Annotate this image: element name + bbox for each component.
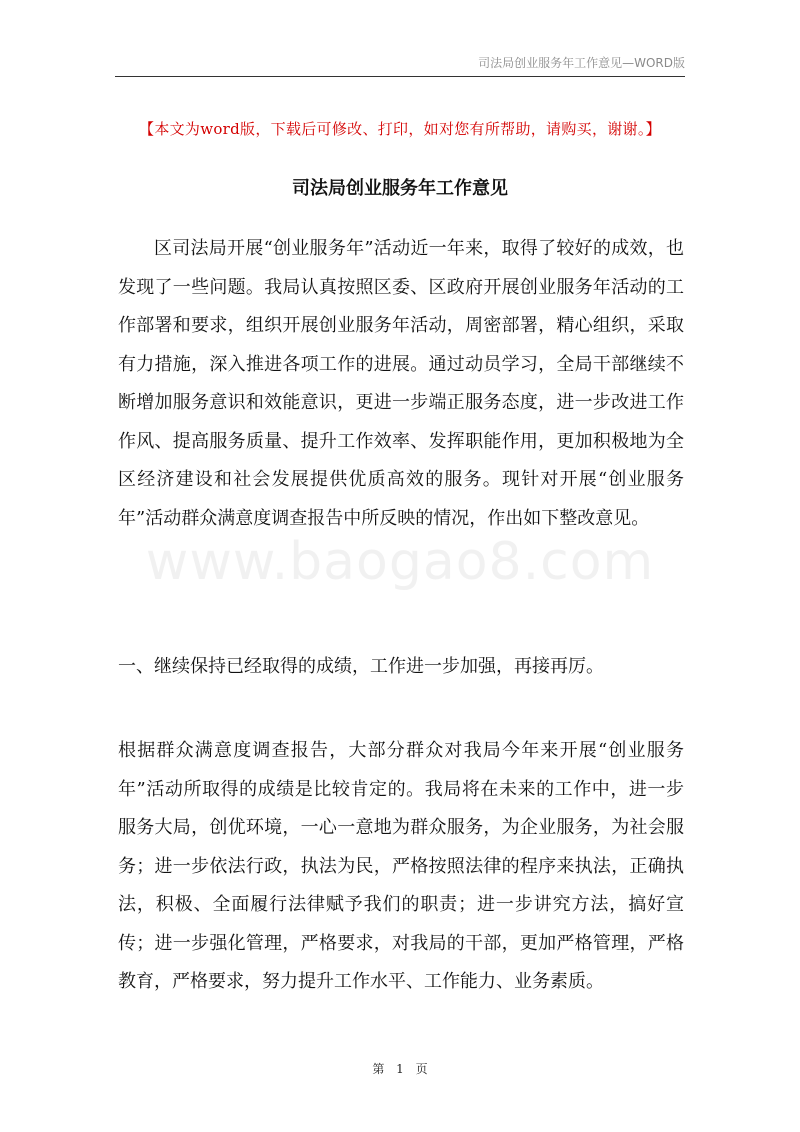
watermark: www.baogao8.com (145, 532, 655, 592)
header-divider (115, 76, 685, 77)
page-prefix: 第 (372, 1062, 385, 1076)
page-number: 1 (396, 1062, 404, 1076)
purchase-notice: 【本文为word版，下载后可修改、打印，如对您有所帮助，请购买，谢谢。】 (139, 120, 661, 138)
body-paragraph-2: 根据群众满意度调查报告，大部分群众对我局今年来开展“创业服务年”活动所取得的成绩是比较肯定的。我局将在未来的工作中，进一步服务大局，创优环境，一心一意地为群众服务，为企业服务，为社会服务；进一步依法行政，执法为民，严格按照法律的程序来执法，正确执法，积极、全面履行法律赋予我们的职责；进一步讲究方法，搞好宣传；进一步强化管理，严格要求，对我局的干部，更加严格管理，严格教育，严格要求，努力提升工作水平、工作能力、业务素质。 (118, 740, 684, 992)
running-header-title: 司法局创业服务年工作意见—WORD版 (478, 56, 685, 70)
section-heading-1: 一、继续保持已经取得的成绩，工作进一步加强，再接再厉。 (118, 656, 604, 677)
page-footer (0, 1060, 800, 1077)
page-suffix: 页 (415, 1062, 428, 1076)
document-title: 司法局创业服务年工作意见 (292, 178, 508, 199)
body-paragraph-1: 区司法局开展“创业服务年”活动近一年来，取得了较好的成效，也发现了一些问题。我局认真按照区委、区政府开展创业服务年活动的工作部署和要求，组织开展创业服务年活动，周密部署，精心组织，采取有力措施，深入推进各项工作的进展。通过动员学习，全局干部继续不断增加服务意识和效能意识，更进一步端正服务态度，进一步改进工作作风、提高服务质量、提升工作效率、发挥职能作用，更加积极地为全区经济建设和社会发展提供优质高效的服务。现针对开展“创业服务年”活动群众满意度调查报告中所反映的情况，作出如下整改意见。 (118, 238, 684, 529)
